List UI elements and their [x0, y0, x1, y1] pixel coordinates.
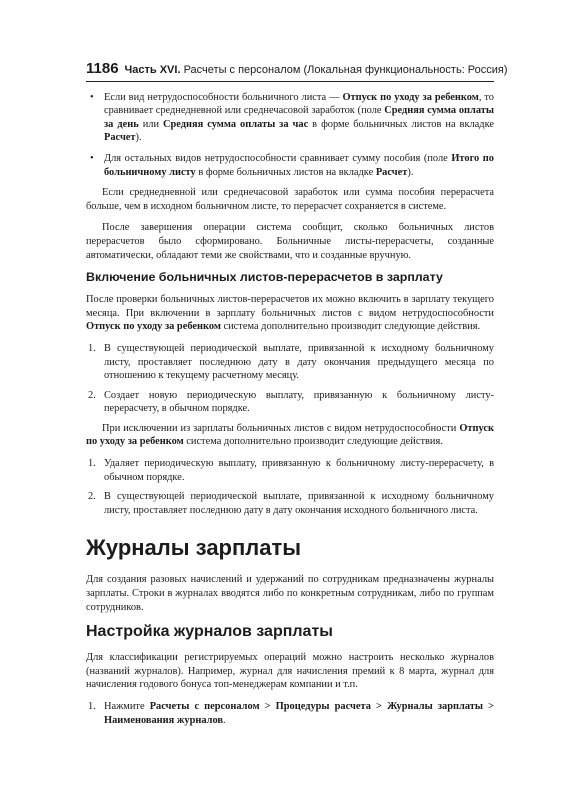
numbered-item: [86, 700, 494, 727]
paragraph: Для создания разовых начислений и удержаний по сотрудникам предназначены журналы зарплаты. Строки в журналах вводятся либо по конкретным сотрудникам, либо по группам сотрудников.: [86, 574, 494, 613]
numbered-item: [86, 389, 494, 416]
bullet-text: ).: [135, 132, 142, 144]
bullet-marker: •: [90, 91, 94, 103]
paragraph-text: система дополнительно производит следующие действия.: [183, 436, 443, 448]
bullet-term: Расчет: [104, 132, 136, 144]
bullet-term: Отпуск по уходу за ребенком: [342, 91, 479, 103]
subsection-heading: Настройка журналов зарплаты: [86, 623, 333, 641]
book-page: [86, 60, 508, 733]
menu-path: Расчеты с персоналом > Процедуры расчета > Журналы зарплаты > Наименования журналов: [104, 701, 494, 726]
part-title: Расчеты с персоналом (Локальная функциональность: Россия): [183, 64, 508, 76]
bullet-text: ).: [407, 166, 414, 178]
bullet-item: [86, 91, 494, 145]
section-heading: Журналы зарплаты: [86, 535, 302, 561]
part-label: Часть XVI.: [124, 64, 181, 76]
numbered-item: [86, 457, 494, 484]
bullet-text: Для остальных видов нетрудоспособности сравнивает сумму пособия (поле: [104, 152, 452, 164]
running-title: [125, 64, 508, 78]
paragraph-text: система дополнительно производит следующие действия.: [220, 321, 481, 333]
item-text: В существующей периодической выплате, привязанной к исходному больничному листу, проставляет последнюю дату в дату окончания предыдущего месяца по отношению к текущему расчетному месяцу.: [104, 342, 494, 382]
paragraph: [86, 422, 494, 449]
bullet-term: Средняя сумма оплаты за час: [163, 118, 309, 130]
bullet-term: Средняя сумма оплаты за день: [104, 105, 494, 130]
paragraph-term: Отпуск по уходу за ребенком: [86, 422, 494, 448]
bullet-item: [86, 152, 494, 179]
subsection-heading: Включение больничных листов-перерасчетов в зарплату: [86, 270, 443, 285]
bullet-text: в форме больничных листов на вкладке: [308, 118, 494, 130]
item-number: 2.: [88, 389, 96, 401]
item-number: 1.: [88, 458, 96, 470]
numbered-item: [86, 342, 494, 383]
running-header: [86, 60, 508, 82]
bullet-marker: •: [90, 152, 94, 164]
paragraph-text: При исключении из зарплаты больничных листов с видом нетрудоспособности: [102, 422, 460, 434]
numbered-item: [86, 490, 494, 517]
item-number: 1.: [88, 701, 96, 712]
paragraph: Для классификации регистрируемых операций можно настроить несколько журналов (названий журналов). Например, журнал для начисления премий к 8 марта, журнал для начисления годового бонуса топ-менеджерам компании и т.п.: [86, 652, 494, 691]
page-number: 1186: [86, 60, 119, 77]
paragraph-term: Отпуск по уходу за ребенком: [86, 321, 221, 333]
paragraph: После завершения операции система сообщит, сколько больничных листов перерасчетов было сформировано. Больничные листы-перерасчеты, созданные автоматически, обладают теми же свойствами, что и созданные вручную.: [86, 222, 494, 261]
bullet-text: или: [138, 118, 163, 130]
bullet-text: Если вид нетрудоспособности больничного листа —: [104, 91, 343, 103]
bullet-text: , то сравнивает среднедневной или среднечасовой заработок (поле: [104, 91, 495, 117]
item-number: 2.: [88, 491, 96, 503]
paragraph-text: После проверки больничных листов-перерасчетов их можно включить в зарплату текущего месяца. При включении в зарплату больничных листов с видом нетрудоспособности: [86, 294, 494, 319]
item-number: 1.: [88, 342, 96, 354]
bullet-term: Итого по больничному листу: [104, 152, 494, 178]
item-text: Удаляет периодическую выплату, привязанную к больничному листу-перерасчету, в обычном порядке.: [104, 458, 494, 483]
item-text: .: [223, 714, 226, 726]
paragraph: [86, 293, 494, 334]
bullet-term: Расчет: [375, 166, 408, 178]
item-text: Нажмите: [104, 701, 150, 712]
item-text: В существующей периодической выплате, привязанной к исходному больничному листу, проставляет последнюю дату в дату окончания исходного больничного листа.: [104, 491, 494, 516]
paragraph: Если среднедневной или среднечасовой заработок или сумма пособия перерасчета больше, чем в исходном больничном листе, то перерасчет сохраняется в системе.: [86, 187, 494, 212]
bullet-text: в форме больничных листов на вкладке: [195, 166, 376, 178]
item-text: Создает новую периодическую выплату, привязанную к больничному листу-перерасчету, в обычном порядке.: [104, 389, 494, 415]
